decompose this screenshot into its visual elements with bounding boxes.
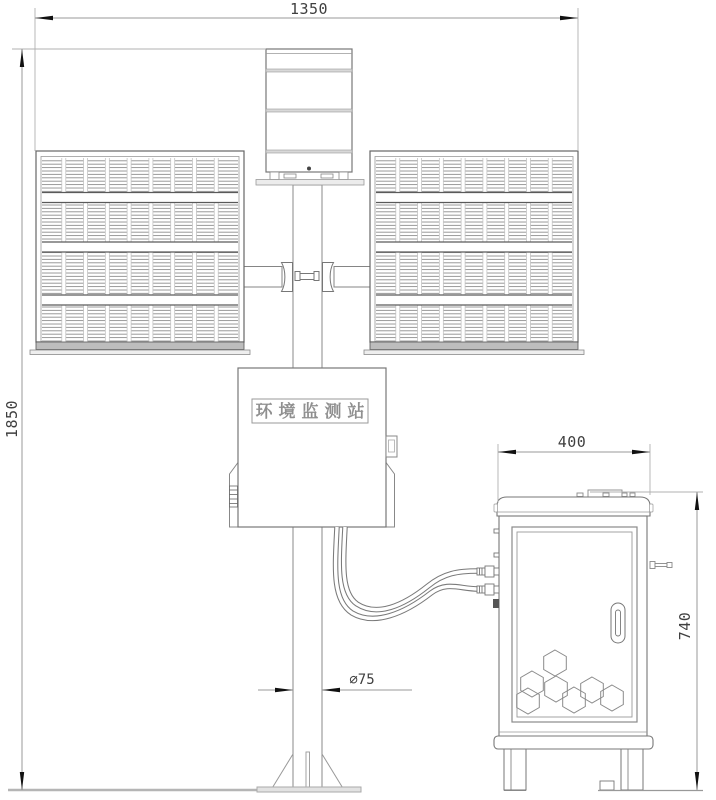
weather-sensor [256,49,364,185]
flange-vent [230,486,238,507]
sensor-bolt [307,167,311,171]
cable-conduit [336,527,478,618]
cabinet-cap [497,497,650,516]
dim-pole-diameter [258,672,412,692]
cable-glands [477,529,499,608]
svg-text:1850: 1850 [3,399,21,439]
control-box [230,368,398,527]
control-box-latch [386,436,397,457]
side-sensor-rod [650,562,672,569]
pole-base-plate [257,787,361,792]
panel-tray [30,350,250,355]
dim-cabinet-width [498,433,650,503]
cabinet-top-fittings [577,490,635,497]
cross-arm-right [334,267,370,288]
svg-text:1350: 1350 [289,0,329,18]
solar-panel-right [364,151,584,355]
door-handle [611,603,625,643]
svg-text:∅75: ∅75 [349,672,375,688]
equipment-cabinet [477,490,703,791]
cross-arm-left [244,267,282,288]
cabinet-skirt [494,736,653,749]
solar-panel-left [30,151,250,355]
station-name-text: 环境监测站 [255,402,371,422]
control-box-flange-right [386,463,395,528]
sensor-mounting-plate [256,180,364,186]
svg-text:740: 740 [676,611,694,641]
panel-bottom-rail [36,342,244,350]
pole-base [257,752,361,792]
svg-text:400: 400 [557,433,587,451]
cabinet-legs [504,749,643,790]
